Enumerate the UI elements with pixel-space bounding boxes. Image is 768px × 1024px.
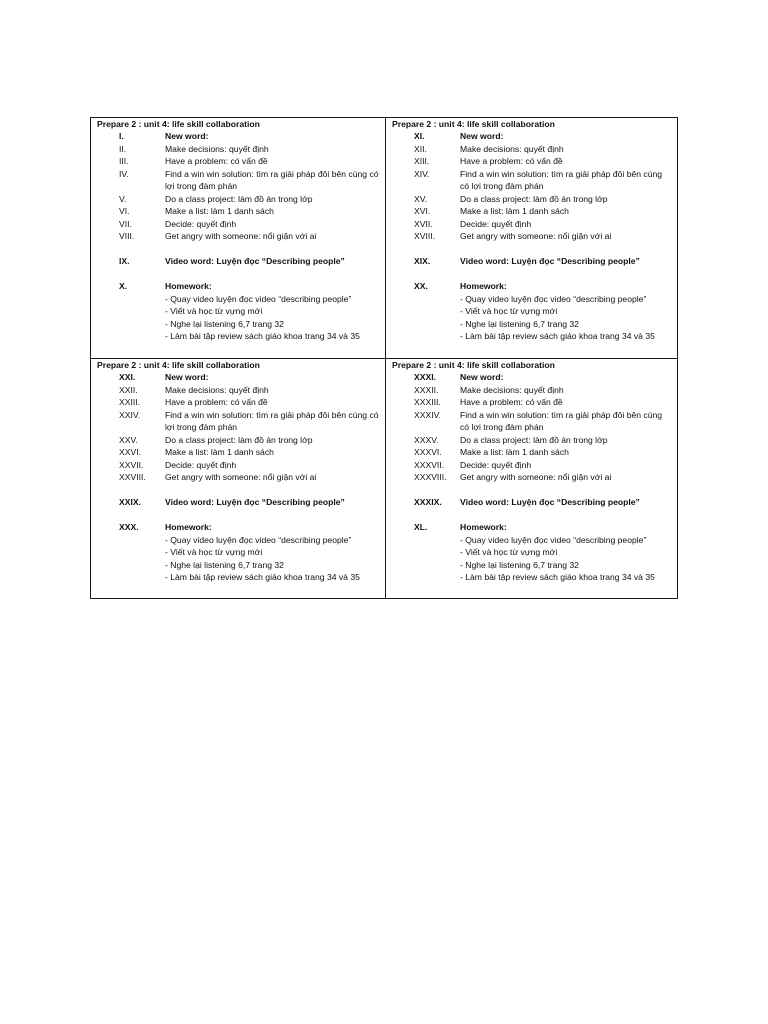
cell-title: Prepare 2 : unit 4: life skill collaboration — [97, 360, 260, 370]
vocab-item — [392, 155, 672, 168]
item-text: Homework: — [165, 522, 212, 532]
item-numeral: XVIII. — [414, 231, 436, 241]
item-text: Make a list: làm 1 danh sách — [165, 447, 274, 457]
homework-line: - Quay video luyện đọc video “describing people” — [460, 293, 647, 304]
item-numeral: XX. — [414, 281, 428, 291]
vocab-item — [392, 218, 672, 231]
vocab-item — [97, 143, 379, 156]
item-text: New word: — [165, 131, 209, 141]
vocab-item — [392, 168, 672, 193]
item-text: Have a problem: có vấn đề — [165, 156, 268, 166]
item-text: Find a win win solution: tìm ra giải pháp đôi bên cùng có lợi trong đàm phán — [165, 168, 379, 191]
homework-line: - Làm bài tập review sách giáo khoa trang 34 và 35 — [165, 331, 360, 341]
item-text: Do a class project: làm đồ án trong lớp — [165, 193, 313, 204]
new-word-heading — [392, 130, 672, 143]
item-text: Find a win win solution: tìm ra giải pháp đôi bên cùng có lợi trong đàm phán — [460, 168, 663, 191]
homework-line: - Nghe lại listening 6,7 trang 32 — [165, 559, 284, 570]
item-text: Find a win win solution: tìm ra giải pháp đôi bên cùng có lợi trong đàm phán — [460, 409, 663, 432]
vocab-item — [97, 193, 379, 206]
item-numeral: XXI. — [119, 372, 136, 382]
item-numeral: XXV. — [119, 434, 138, 445]
item-text: Video word: Luyện đọc “Describing people” — [165, 497, 345, 507]
item-numeral: XXIII. — [119, 397, 141, 407]
item-text: Make decisions: quyết định — [165, 384, 269, 395]
item-numeral: XXXVII. — [414, 459, 445, 470]
homework-line: - Làm bài tập review sách giáo khoa trang 34 và 35 — [165, 572, 360, 582]
item-text: New word: — [460, 131, 504, 141]
item-numeral: II. — [119, 143, 127, 154]
vocab-item — [97, 396, 379, 409]
homework-line: - Làm bài tập review sách giáo khoa trang 34 và 35 — [460, 331, 655, 341]
vocab-item — [97, 434, 379, 447]
item-text: Decide: quyết định — [165, 459, 237, 470]
item-numeral: XXX. — [119, 522, 139, 532]
vocab-item — [97, 155, 379, 168]
homework-line: - Quay video luyện đọc video “describing people” — [460, 534, 647, 545]
item-numeral: VII. — [119, 218, 132, 229]
item-numeral: XVI. — [414, 206, 431, 216]
item-text: Have a problem: có vấn đề — [460, 397, 563, 407]
spacer — [97, 509, 379, 522]
vocab-item — [97, 459, 379, 472]
video-word-item — [97, 255, 379, 268]
item-text: Make a list: làm 1 danh sách — [460, 206, 569, 216]
item-text: Do a class project: làm đồ án trong lớp — [165, 434, 313, 445]
homework-heading — [392, 521, 672, 534]
homework-line: - Quay video luyện đọc video “describing people” — [165, 293, 352, 304]
item-numeral: XXXII. — [414, 384, 439, 395]
worksheet-table — [90, 117, 678, 599]
worksheet-cell-bottom-left — [91, 358, 385, 598]
item-text: Homework: — [165, 281, 212, 291]
item-numeral: XXVIII. — [119, 472, 146, 482]
worksheet-grid — [91, 118, 677, 598]
spacer — [392, 484, 672, 497]
item-text: Make decisions: quyết định — [460, 384, 564, 395]
item-text: Get angry with someone: nổi giận với ai — [165, 472, 317, 482]
item-text: Decide: quyết định — [460, 459, 532, 470]
item-numeral: XXII. — [119, 384, 138, 395]
item-numeral: XXIV. — [119, 409, 141, 420]
item-text: Homework: — [460, 522, 507, 532]
vocab-item — [97, 168, 379, 193]
item-numeral: XXXIX. — [414, 497, 442, 507]
item-text: Get angry with someone: nổi giận với ai — [460, 231, 612, 241]
cell-title: Prepare 2 : unit 4: life skill collaboration — [392, 119, 555, 129]
homework-line: - Nghe lại listening 6,7 trang 32 — [460, 318, 579, 329]
vocab-item — [392, 143, 672, 156]
item-numeral: VI. — [119, 206, 130, 216]
vocab-item — [392, 459, 672, 472]
cell-title: Prepare 2 : unit 4: life skill collaboration — [392, 360, 555, 370]
item-numeral: XVII. — [414, 218, 433, 229]
vocab-item — [392, 396, 672, 409]
item-numeral: IV. — [119, 168, 129, 179]
video-word-item — [392, 496, 672, 509]
item-numeral: IX. — [119, 256, 130, 266]
spacer — [97, 268, 379, 281]
video-word-item — [97, 496, 379, 509]
vocab-item — [392, 384, 672, 397]
homework-line: - Nghe lại listening 6,7 trang 32 — [165, 318, 284, 329]
item-text: New word: — [460, 372, 504, 382]
homework-line: - Làm bài tập review sách giáo khoa trang 34 và 35 — [460, 572, 655, 582]
item-text: Find a win win solution: tìm ra giải pháp đôi bên cùng có lợi trong đàm phán — [165, 409, 379, 432]
vocab-item — [392, 193, 672, 206]
video-word-item — [392, 255, 672, 268]
item-numeral: XV. — [414, 193, 428, 204]
vocab-item — [97, 471, 379, 484]
item-text: Have a problem: có vấn đề — [460, 156, 563, 166]
item-numeral: XIV. — [414, 168, 430, 179]
homework-line: - Viết và học từ vựng mới — [165, 547, 263, 557]
spacer — [392, 509, 672, 522]
new-word-heading — [97, 371, 379, 384]
item-numeral: XXIX. — [119, 497, 141, 507]
item-numeral: XIII. — [414, 156, 430, 166]
item-numeral: V. — [119, 193, 127, 204]
worksheet-cell-top-left — [91, 118, 385, 358]
spacer — [97, 243, 379, 256]
item-text: Make decisions: quyết định — [165, 143, 269, 154]
vocab-item — [97, 409, 379, 434]
item-text: Have a problem: có vấn đề — [165, 397, 268, 407]
item-numeral: XXXVIII. — [414, 472, 447, 482]
item-text: New word: — [165, 372, 209, 382]
worksheet-cell-top-right — [385, 118, 678, 358]
spacer — [392, 243, 672, 256]
spacer — [97, 484, 379, 497]
item-text: Decide: quyết định — [165, 218, 237, 229]
item-numeral: XL. — [414, 522, 428, 532]
vocab-item — [97, 205, 379, 218]
item-numeral: X. — [119, 281, 128, 291]
item-numeral: XI. — [414, 131, 425, 141]
vocab-item — [97, 384, 379, 397]
vocab-item — [392, 205, 672, 218]
item-numeral: XXXIII. — [414, 397, 441, 407]
vocab-item — [392, 471, 672, 484]
new-word-heading — [97, 130, 379, 143]
vocab-item — [392, 446, 672, 459]
item-numeral: XXVII. — [119, 459, 144, 470]
homework-line: - Nghe lại listening 6,7 trang 32 — [460, 559, 579, 570]
vocab-item — [392, 409, 672, 434]
homework-line: - Viết và học từ vựng mới — [165, 306, 263, 316]
homework-heading — [392, 280, 672, 293]
item-text: Do a class project: làm đồ án trong lớp — [460, 193, 608, 204]
spacer — [392, 268, 672, 281]
homework-line: - Viết và học từ vựng mới — [460, 306, 558, 316]
item-text: Make decisions: quyết định — [460, 143, 564, 154]
item-text: Homework: — [460, 281, 507, 291]
worksheet-cell-bottom-right — [385, 358, 678, 598]
item-text: Video word: Luyện đọc “Describing people” — [165, 256, 345, 266]
homework-heading — [97, 280, 379, 293]
item-text: Make a list: làm 1 danh sách — [460, 447, 569, 457]
homework-line: - Viết và học từ vựng mới — [460, 547, 558, 557]
vocab-item — [392, 230, 672, 243]
item-text: Do a class project: làm đồ án trong lớp — [460, 434, 608, 445]
item-numeral: XXVI. — [119, 447, 141, 457]
item-numeral: XXXI. — [414, 372, 436, 382]
item-text: Make a list: làm 1 danh sách — [165, 206, 274, 216]
item-numeral: XIX. — [414, 256, 431, 266]
item-numeral: XII. — [414, 143, 427, 154]
item-numeral: I. — [119, 131, 124, 141]
item-text: Get angry with someone: nổi giận với ai — [460, 472, 612, 482]
item-numeral: VIII. — [119, 231, 135, 241]
item-numeral: XXXV. — [414, 434, 439, 445]
cell-title: Prepare 2 : unit 4: life skill collaboration — [97, 119, 260, 129]
item-text: Video word: Luyện đọc “Describing people” — [460, 256, 640, 266]
vocab-item — [392, 434, 672, 447]
homework-line: - Quay video luyện đọc video “describing people” — [165, 534, 352, 545]
item-text: Decide: quyết định — [460, 218, 532, 229]
vocab-item — [97, 446, 379, 459]
item-numeral: III. — [119, 156, 129, 166]
item-text: Get angry with someone: nổi giận với ai — [165, 231, 317, 241]
item-numeral: XXXIV. — [414, 409, 441, 420]
homework-heading — [97, 521, 379, 534]
new-word-heading — [392, 371, 672, 384]
vocab-item — [97, 230, 379, 243]
item-text: Video word: Luyện đọc “Describing people” — [460, 497, 640, 507]
vocab-item — [97, 218, 379, 231]
item-numeral: XXXVI. — [414, 447, 442, 457]
